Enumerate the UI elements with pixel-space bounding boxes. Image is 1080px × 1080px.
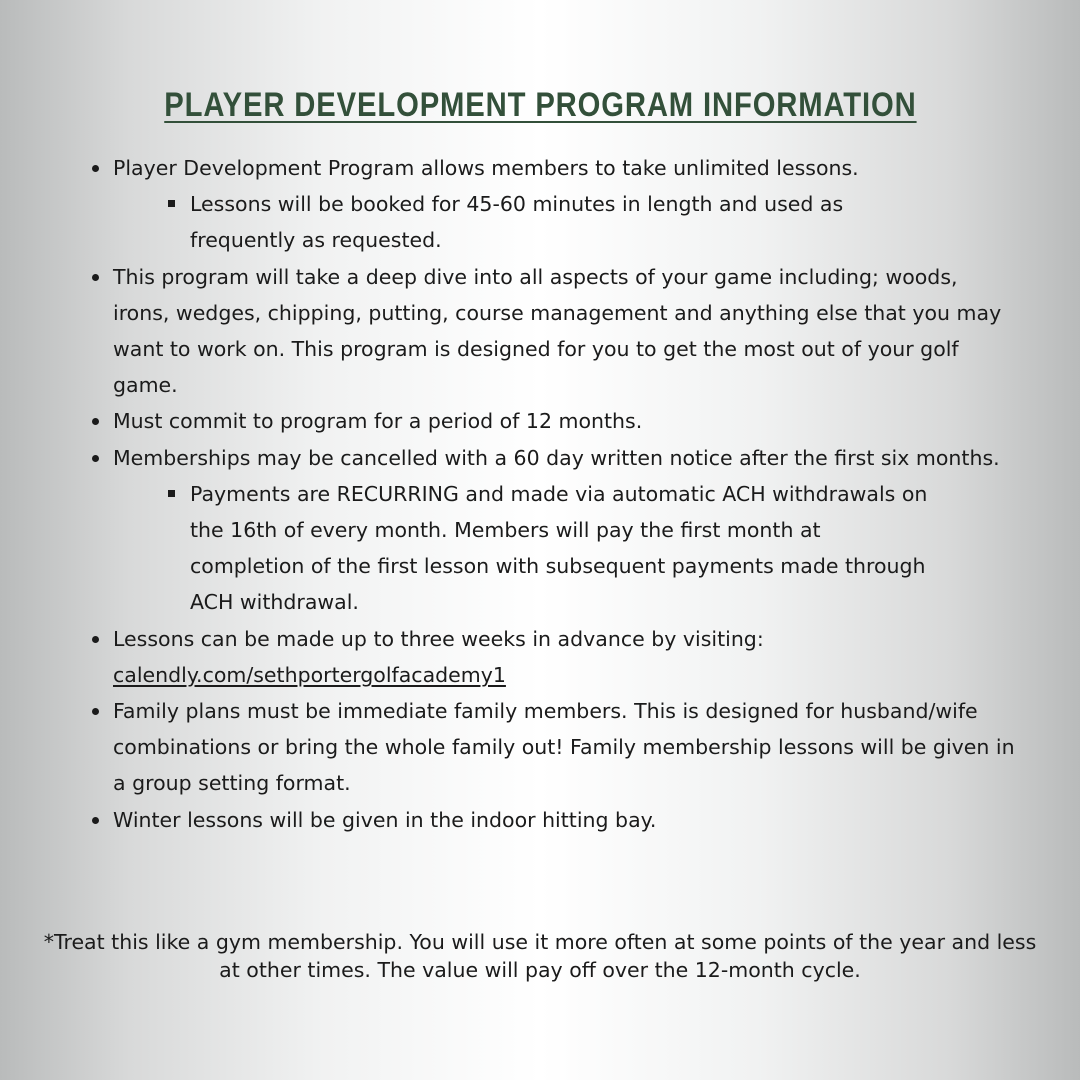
info-list [90, 150, 1020, 838]
list-item-text: Family plans must be immediate family members. This is designed for husband/wife combinations or bring the whole family out! Family membership lessons will be given in a group setting format. [113, 699, 1015, 796]
sub-list [113, 476, 935, 621]
list-item-text: Winter lessons will be given in the indoor hitting bay. [113, 807, 657, 832]
info-list-container [90, 150, 1020, 838]
list-item-text: Lessons can be made up to three weeks in advance by visiting: [113, 626, 764, 651]
list-item-program-scope [90, 259, 1020, 404]
sub-list [113, 186, 935, 258]
list-item-text: Player Development Program allows members to take unlimited lessons. [113, 156, 859, 180]
sub-list-item-text: Payments are RECURRING and made via automatic ACH withdrawals on the 16th of every month. Members will pay the first month at completion of the first lesson with subsequent payments made through ACH withdrawal. [190, 481, 928, 615]
page-title [0, 86, 1080, 125]
list-item-winter-lessons [90, 802, 1020, 838]
list-item-text: Memberships may be cancelled with a 60 day written notice after the first six months. [113, 445, 1000, 470]
calendly-link[interactable]: calendly.com/sethportergolfacademy1 [113, 662, 506, 687]
sub-list-item-text: Lessons will be booked for 45-60 minutes in length and used as frequently as requested. [190, 192, 844, 253]
list-item-unlimited-lessons [90, 150, 1020, 259]
sub-list-item-payments [190, 476, 935, 621]
page-title-text: PLAYER DEVELOPMENT PROGRAM INFORMATION [163, 86, 917, 124]
list-item-text: This program will take a deep dive into all aspects of your game including; woods, irons, wedges, chipping, putting, course management and anything else that you may want to work on. This program is designed for you to get the most out of your golf game. [113, 264, 1002, 398]
list-item-family-plans [90, 693, 1020, 802]
list-item-text: Must commit to program for a period of 12 months. [113, 409, 643, 434]
list-item-cancellation [90, 440, 1020, 621]
list-item-commitment [90, 403, 1020, 439]
list-item-booking [90, 621, 1020, 693]
sub-list-item-lesson-length [190, 186, 935, 258]
footnote: *Treat this like a gym membership. You will use it more often at some points of the year and less at other times. The value will pay off over the 12-month cycle. [43, 930, 1037, 982]
